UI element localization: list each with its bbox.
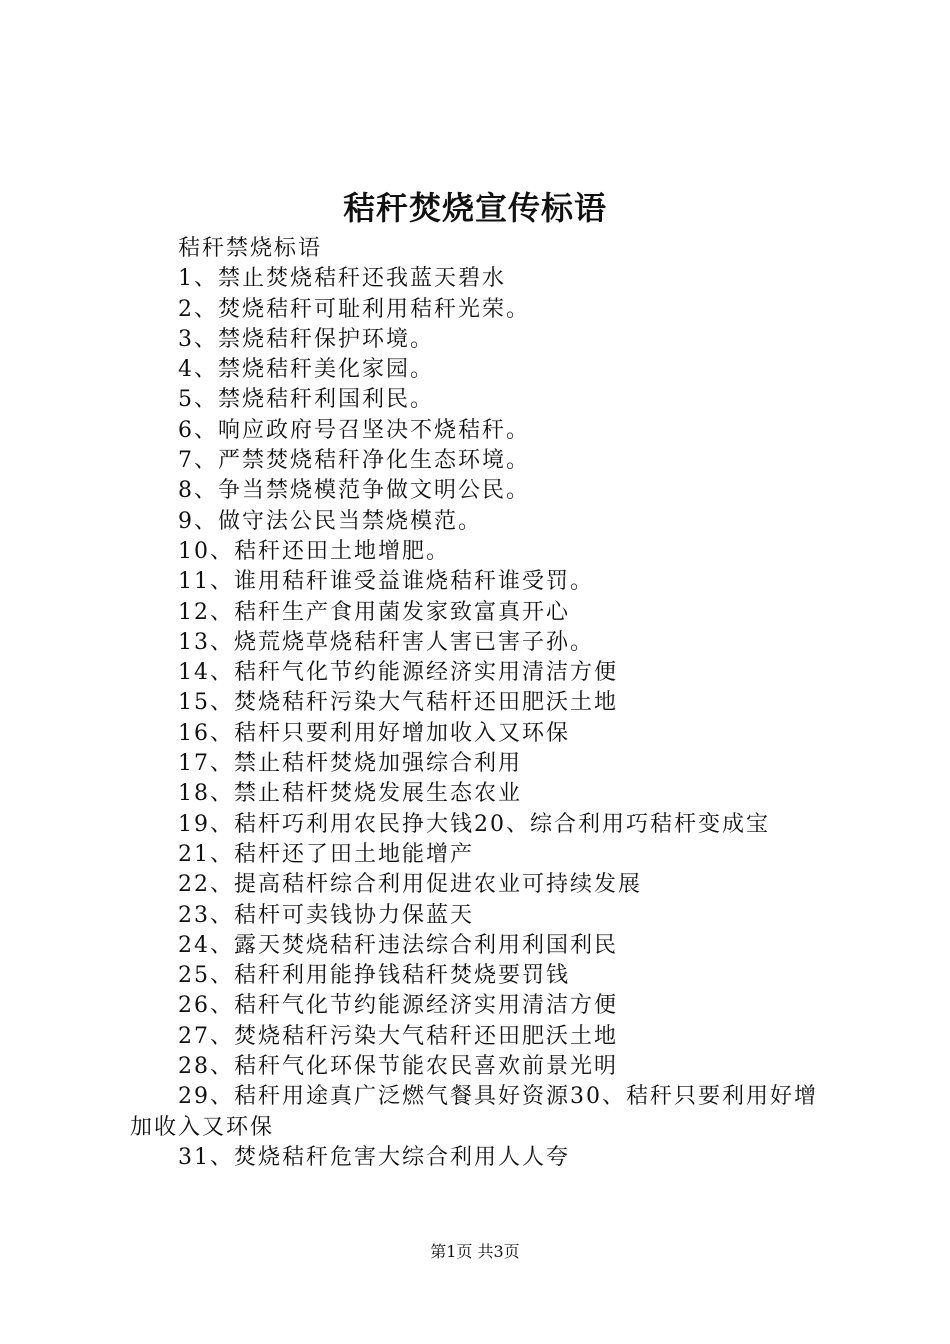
slogan-item: 11、谁用秸秆谁受益谁烧秸秆谁受罚。 — [178, 569, 594, 595]
slogan-item: 31、焚烧秸秆危害大综合利用人人夸 — [178, 1144, 570, 1170]
slogan-item: 14、秸秆气化节约能源经济实用清洁方便 — [178, 660, 618, 686]
slogan-item: 6、响应政府号召坚决不烧秸秆。 — [178, 417, 530, 443]
slogan-item: 22、提高秸杆综合利用促进农业可持续发展 — [178, 872, 642, 898]
slogan-item: 13、烧荒烧草烧秸秆害人害已害子孙。 — [178, 629, 594, 655]
slogan-item: 27、焚烧秸秆污染大气秸秆还田肥沃土地 — [178, 1023, 618, 1049]
slogan-item: 9、做守法公民当禁烧模范。 — [178, 508, 482, 534]
slogan-item: 15、焚烧秸秆污染大气秸杆还田肥沃土地 — [178, 690, 618, 716]
slogan-item: 7、严禁焚烧秸秆净化生态环境。 — [178, 448, 530, 474]
slogan-item: 24、露天焚烧秸秆违法综合利用利国利民 — [178, 932, 618, 958]
slogan-item: 16、秸杆只要利用好增加收入又环保 — [178, 720, 570, 746]
slogan-item: 2、焚烧秸秆可耻利用秸秆光荣。 — [178, 296, 530, 322]
slogan-item: 5、禁烧秸秆利国利民。 — [178, 387, 434, 413]
slogan-item: 17、禁止秸杆焚烧加强综合利用 — [178, 751, 522, 777]
page-number: 第1页 — [430, 1242, 473, 1261]
slogan-item: 26、秸秆气化节约能源经济实用清洁方便 — [178, 993, 618, 1019]
slogan-item: 23、秸杆可卖钱协力保蓝天 — [178, 902, 474, 928]
page-footer — [0, 1240, 950, 1264]
slogan-item: 10、秸秆还田土地增肥。 — [178, 538, 450, 564]
slogan-item: 29、秸秆用途真广泛燃气餐具好资源30、秸秆只要利用好增加收入又环保 — [130, 1084, 818, 1140]
slogan-item: 21、秸杆还了田土地能增产 — [178, 841, 474, 867]
slogan-item: 8、争当禁烧模范争做文明公民。 — [178, 478, 530, 504]
document-title: 秸秆焚烧宣传标语 — [342, 189, 607, 227]
document-body — [130, 234, 830, 1173]
slogan-item: 1、禁止焚烧秸秆还我蓝天碧水 — [178, 266, 506, 292]
slogan-item: 4、禁烧秸秆美化家园。 — [178, 357, 434, 383]
slogan-item: 3、禁烧秸秆保护环境。 — [178, 326, 434, 352]
slogan-item: 18、禁止秸杆焚烧发展生态农业 — [178, 781, 522, 807]
slogan-item: 28、秸秆气化环保节能农民喜欢前景光明 — [178, 1054, 618, 1080]
slogan-item: 12、秸秆生产食用菌发家致富真开心 — [178, 599, 570, 625]
slogan-item: 25、秸秆利用能挣钱秸秆焚烧要罚钱 — [178, 963, 570, 989]
slogan-item: 19、秸杆巧利用农民挣大钱20、综合利用巧秸杆变成宝 — [178, 811, 770, 837]
subheading: 秸秆禁烧标语 — [178, 236, 323, 261]
total-pages: 共3页 — [477, 1242, 520, 1261]
